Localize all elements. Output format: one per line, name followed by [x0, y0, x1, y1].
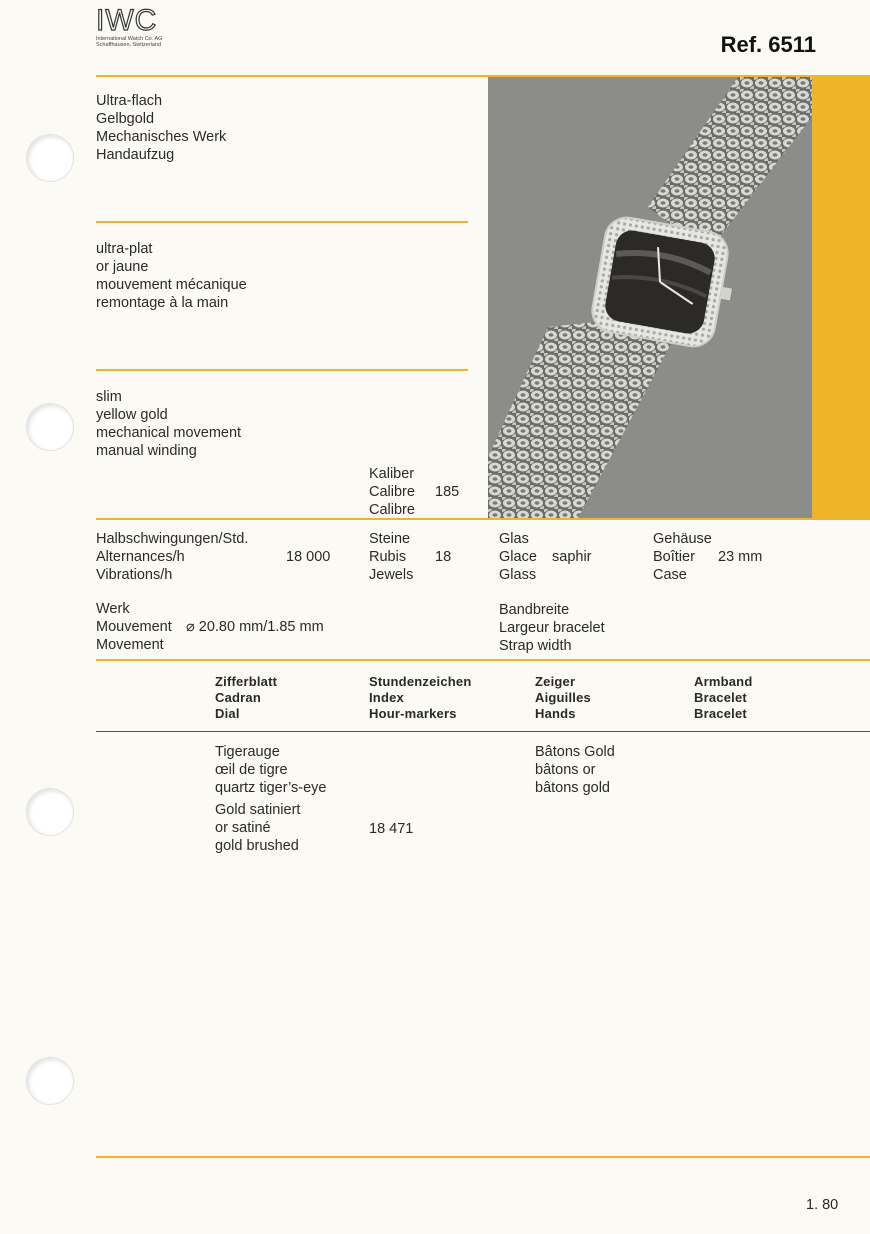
header-line: Hour-markers [369, 706, 457, 721]
header-dial [215, 674, 277, 722]
watch-photo [488, 77, 812, 518]
header-line: Bracelet [694, 690, 747, 705]
watch-image [488, 77, 812, 518]
rule-bottom [96, 1156, 870, 1158]
description-german [96, 92, 226, 164]
header-line: Armband [694, 674, 753, 689]
header-line: Cadran [215, 690, 261, 705]
calibre-labels [369, 465, 415, 519]
label-line: Case [653, 567, 687, 583]
glass-value: saphir [552, 549, 592, 565]
label-line: Boîtier [653, 549, 695, 565]
rule-table-top [96, 659, 870, 661]
table-row-dial [215, 743, 327, 797]
case-labels [653, 530, 712, 584]
header-hour-markers [369, 674, 471, 722]
header-line: Zifferblatt [215, 674, 278, 689]
rule-german [96, 221, 468, 223]
desc-line: mechanical movement [96, 425, 242, 441]
label-line: Glas [499, 531, 529, 547]
glass-labels [499, 530, 537, 584]
logo-letters: IWC [96, 4, 158, 37]
table-row-index: 18 471 [369, 821, 414, 837]
label-line: Calibre [369, 484, 415, 500]
label-line: Strap width [499, 638, 572, 654]
rule-specs [96, 518, 870, 520]
header-bracelet [694, 674, 752, 722]
table-row-dial [215, 801, 300, 855]
desc-line: remontage à la main [96, 295, 229, 311]
header-line: Aiguilles [535, 690, 591, 705]
cell-line: œil de tigre [215, 762, 288, 778]
header-line: Bracelet [694, 706, 747, 721]
movement-value: ⌀ 20.80 mm/1.85 mm [186, 619, 324, 635]
vibrations-value: 18 000 [286, 549, 331, 565]
desc-line: mouvement mécanique [96, 277, 247, 293]
label-line: Kaliber [369, 466, 415, 482]
header-hands [535, 674, 591, 722]
header-line: Dial [215, 706, 240, 721]
label-line: Largeur bracelet [499, 620, 605, 636]
logo-company: International Watch Co. AG [96, 36, 163, 42]
header-line: Zeiger [535, 674, 576, 689]
strap-labels [499, 601, 605, 655]
page-number: 1. 80 [806, 1197, 839, 1213]
label-line: Steine [369, 531, 411, 547]
label-line: Bandbreite [499, 602, 570, 618]
label-line: Glace [499, 549, 537, 565]
jewels-value: 18 [435, 549, 452, 565]
table-row-hands [535, 743, 615, 797]
cell-line: or satiné [215, 820, 271, 836]
calibre-value: 185 [435, 484, 460, 500]
cell-line: Gold satiniert [215, 802, 301, 818]
desc-line: slim [96, 389, 122, 405]
vibrations-labels [96, 530, 248, 584]
desc-line: yellow gold [96, 407, 168, 423]
movement-labels [96, 600, 172, 654]
cell-line: gold brushed [215, 838, 299, 854]
accent-band [812, 77, 870, 518]
rule-table-header [96, 731, 870, 732]
label-line: Gehäuse [653, 531, 712, 547]
reference-title: Ref. 6511 [720, 32, 816, 57]
cell-line: bâtons gold [535, 780, 610, 796]
label-line: Mouvement [96, 619, 172, 635]
rule-french [96, 369, 468, 371]
logo-city: Schaffhausen, Switzerland [96, 42, 162, 48]
desc-line: Gelbgold [96, 111, 155, 127]
desc-line: Ultra-flach [96, 93, 163, 109]
header-line: Hands [535, 706, 576, 721]
label-line: Alternances/h [96, 549, 185, 565]
label-line: Calibre [369, 502, 415, 518]
punch-hole [26, 1057, 74, 1105]
punch-hole [26, 134, 74, 182]
header-line: Index [369, 690, 404, 705]
cell-line: quartz tiger’s-eye [215, 780, 327, 796]
cell-line: bâtons or [535, 762, 596, 778]
label-line: Movement [96, 637, 164, 653]
desc-line: or jaune [96, 259, 149, 275]
label-line: Vibrations/h [96, 567, 173, 583]
description-english [96, 388, 241, 460]
case-value: 23 mm [718, 549, 763, 565]
label-line: Rubis [369, 549, 407, 565]
label-line: Werk [96, 601, 130, 617]
jewels-labels [369, 530, 413, 584]
desc-line: Mechanisches Werk [96, 129, 227, 145]
iwc-logo [96, 6, 206, 48]
description-french [96, 240, 247, 312]
cell-line: Tigerauge [215, 744, 280, 760]
desc-line: manual winding [96, 443, 197, 459]
desc-line: Handaufzug [96, 147, 175, 163]
cell-line: Bâtons Gold [535, 744, 615, 760]
label-line: Glass [499, 567, 537, 583]
label-line: Halbschwingungen/Std. [96, 531, 249, 547]
punch-hole [26, 403, 74, 451]
header-line: Stundenzeichen [369, 674, 472, 689]
punch-hole [26, 788, 74, 836]
label-line: Jewels [369, 567, 414, 583]
desc-line: ultra-plat [96, 241, 153, 257]
